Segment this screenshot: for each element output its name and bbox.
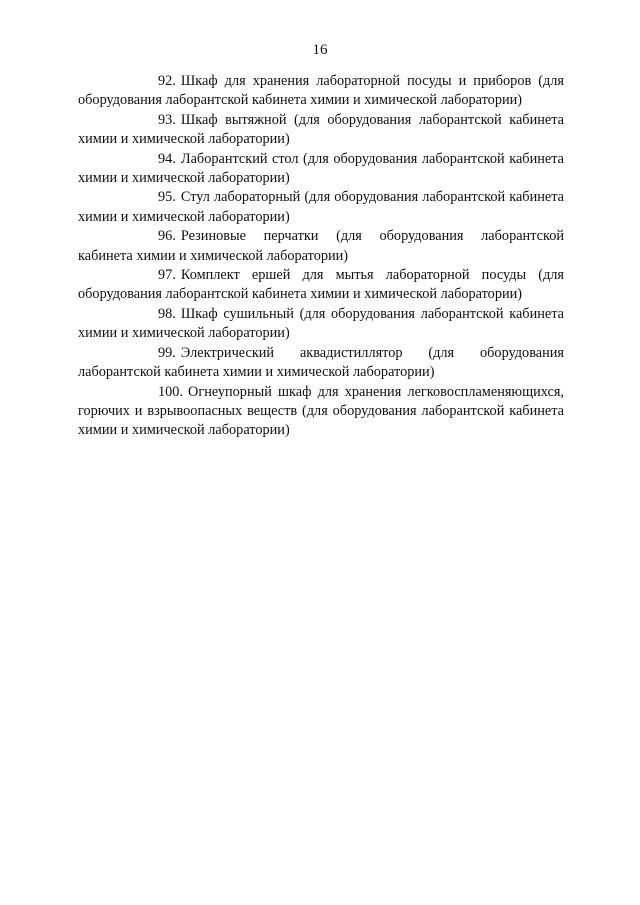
- item-number: 92.: [158, 73, 176, 89]
- page-number: 16: [312, 42, 328, 58]
- item-text: Лаборантский стол (для оборудования лаборантской кабинета химии и химической лаборатории): [78, 150, 564, 187]
- item-number: 94.: [158, 150, 176, 167]
- item-text: Резиновые перчатки (для оборудования лаборантской кабинета химии и химической лаборатории): [78, 228, 564, 264]
- equipment-list: [78, 72, 564, 441]
- item-text: Стул лабораторный (для оборудования лаборантской кабинета химии и химической лаборатории): [78, 189, 564, 225]
- item-number: 98.: [158, 305, 176, 322]
- item-number: 96.: [158, 228, 176, 245]
- item-text: Шкаф вытяжной (для оборудования лаборантской кабинета химии и химической лаборатории): [78, 111, 564, 148]
- list-item: [78, 383, 564, 441]
- list-item: [78, 111, 564, 150]
- item-number: 97.: [158, 267, 176, 284]
- item-text: Шкаф для хранения лабораторной посуды и приборов (для оборудования лаборантской кабинета химии и химической лаборатории): [78, 73, 564, 109]
- item-text: Огнеупорный шкаф для хранения легковоспламеняющихся, горючих и взрывоопасных веществ (для оборудования лаборантской кабинета химии и химической лаборатории): [78, 383, 564, 439]
- item-number: 100.: [158, 383, 184, 400]
- item-number: 99.: [158, 344, 176, 361]
- list-item: [78, 188, 564, 227]
- list-item: [78, 344, 564, 383]
- item-text: Комплект ершей для мытья лабораторной посуды (для оборудования лаборантской кабинета химии и химической лаборатории): [78, 267, 564, 303]
- list-item: [78, 150, 564, 189]
- list-item: [78, 266, 564, 305]
- list-item: [78, 72, 564, 111]
- list-item: [78, 227, 564, 266]
- item-number: 95.: [158, 189, 176, 206]
- item-number: 93.: [158, 111, 176, 128]
- item-text: Шкаф сушильный (для оборудования лаборантской кабинета химии и химической лаборатории): [78, 305, 564, 342]
- item-text: Электрический аквадистиллятор (для оборудования лаборантской кабинета химии и химической лаборатории): [78, 344, 564, 381]
- list-item: [78, 305, 564, 344]
